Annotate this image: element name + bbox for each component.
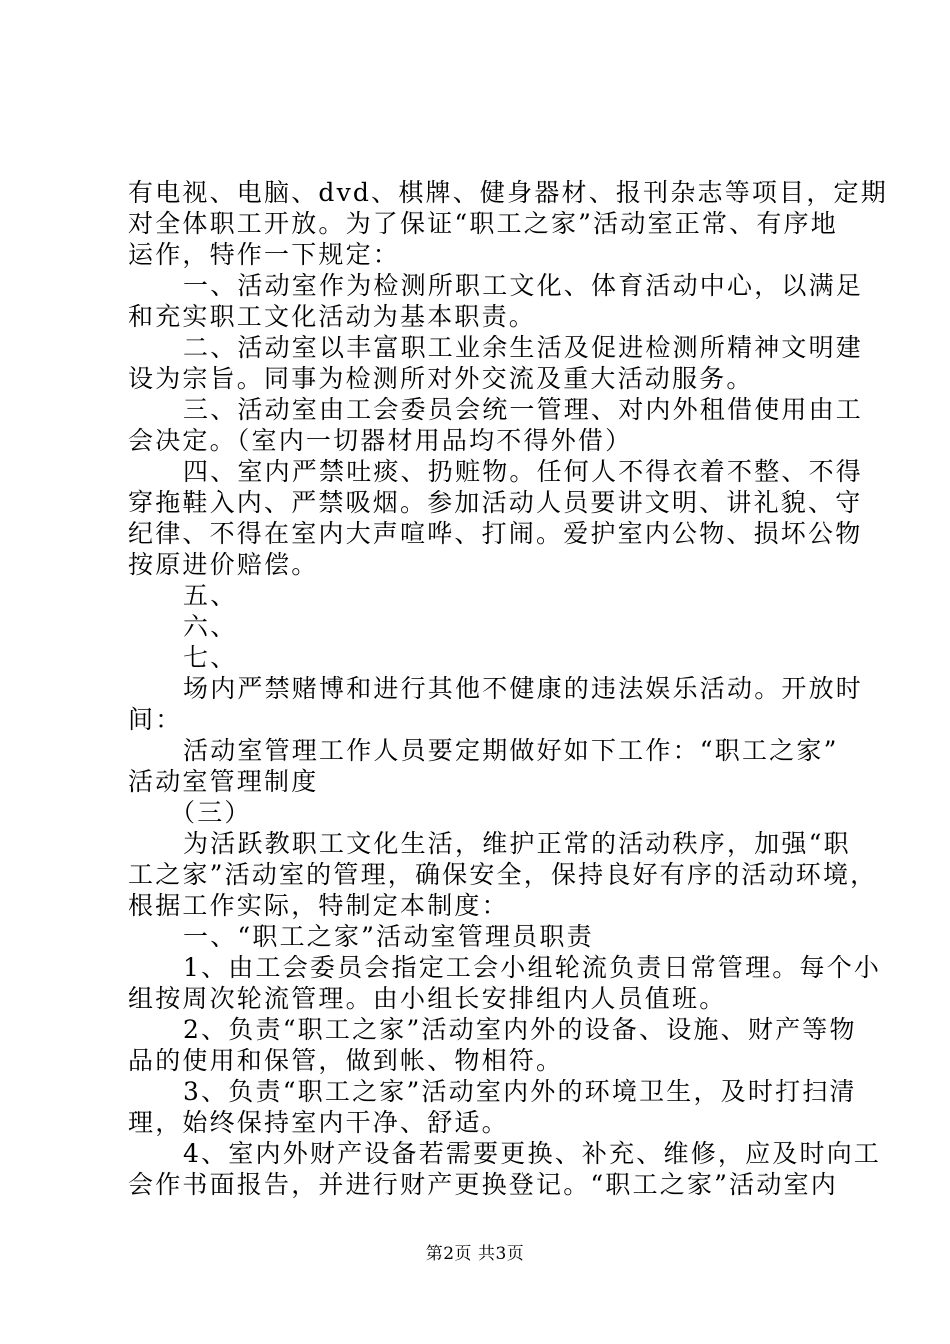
- text-line: 一、活动室作为检测所职工文化、体育活动中心，以满足: [183, 271, 864, 300]
- text-line: 组按周次轮流管理。由小组长安排组内人员值班。: [128, 984, 727, 1013]
- text-line: 1、由工会委员会指定工会小组轮流负责日常管理。每个小: [183, 953, 882, 982]
- text-line: 设为宗旨。同事为检测所对外交流及重大活动服务。: [128, 364, 754, 393]
- text-line: 品的使用和保管，做到帐、物相符。: [128, 1046, 564, 1075]
- text-line: 一、“职工之家”活动室管理员职责: [183, 922, 594, 951]
- text-line: 根据工作实际，特制定本制度：: [128, 891, 509, 920]
- page-number-footer: 第2页 共3页: [425, 1244, 525, 1264]
- text-line: 三、活动室由工会委员会统一管理、对内外租借使用由工: [183, 395, 864, 424]
- text-line: （三）: [170, 798, 252, 827]
- text-line: 理，始终保持室内干净、舒适。: [128, 1108, 509, 1137]
- text-line: 运作，特作一下规定：: [128, 240, 401, 269]
- text-line: 间：: [128, 705, 183, 734]
- text-line: 场内严禁赌博和进行其他不健康的违法娱乐活动。开放时: [183, 674, 864, 703]
- text-line: 六、: [183, 612, 238, 641]
- text-line: 二、活动室以丰富职工业余生活及促进检测所精神文明建: [183, 333, 864, 362]
- text-line: 会决定。（室内一切器材用品均不得外借）: [128, 426, 633, 455]
- text-line: 七、: [183, 643, 238, 672]
- text-line: 四、室内严禁吐痰、扔赃物。任何人不得衣着不整、不得: [183, 457, 864, 486]
- text-line: 有电视、电脑、dvd、棋牌、健身器材、报刊杂志等项目，定期: [128, 178, 888, 207]
- text-line: 工之家”活动室的管理，确保安全，保持良好有序的活动环境，: [128, 860, 878, 889]
- text-line: 2、负责“职工之家”活动室内外的设备、设施、财产等物: [183, 1015, 857, 1044]
- text-line: 4、室内外财产设备若需要更换、补充、维修，应及时向工: [183, 1139, 882, 1168]
- text-line: 五、: [183, 581, 238, 610]
- text-line: 和充实职工文化活动为基本职责。: [128, 302, 537, 331]
- text-line: 对全体职工开放。为了保证“职工之家”活动室正常、有序地: [128, 209, 838, 238]
- text-line: 按原进价赔偿。: [128, 550, 319, 579]
- text-line: 活动室管理工作人员要定期做好如下工作：“职工之家”: [183, 736, 839, 765]
- text-line: 纪律、不得在室内大声喧哗、打闹。爱护室内公物、损坏公物: [128, 519, 863, 548]
- text-line: 为活跃教职工文化生活，维护正常的活动秩序，加强“职: [183, 829, 851, 858]
- text-line: 活动室管理制度: [128, 767, 319, 796]
- text-line: 会作书面报告，并进行财产更换登记。“职工之家”活动室内: [128, 1170, 838, 1199]
- text-line: 穿拖鞋入内、严禁吸烟。参加活动人员要讲文明、讲礼貌、守: [128, 488, 863, 517]
- text-line: 3、负责“职工之家”活动室内外的环境卫生，及时打扫清: [183, 1077, 857, 1106]
